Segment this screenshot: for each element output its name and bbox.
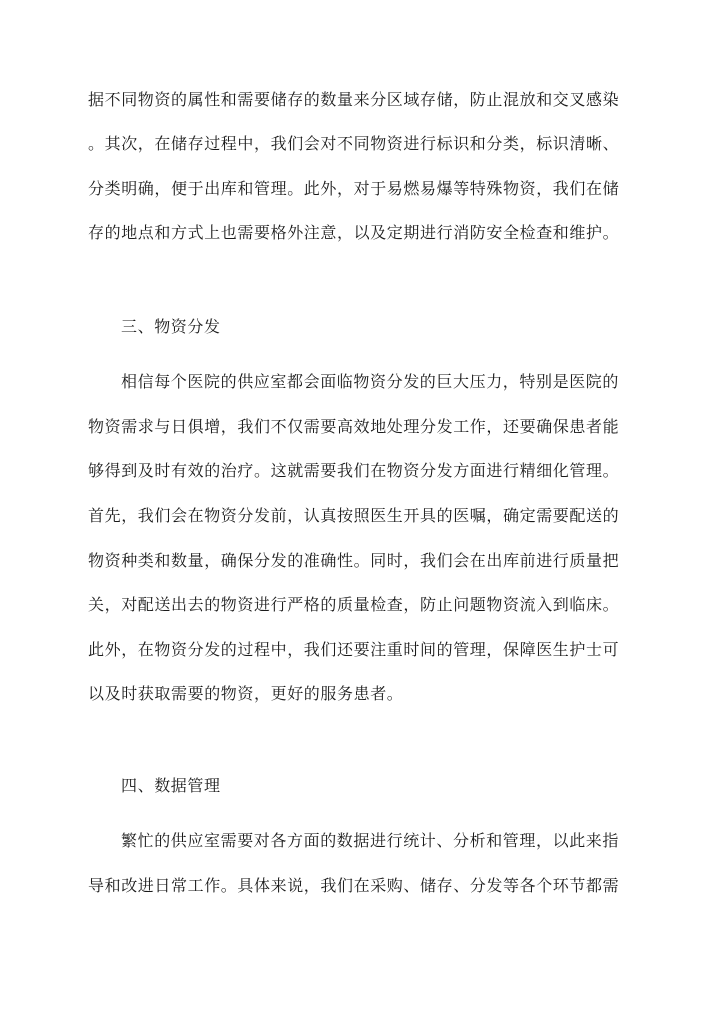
paragraph-line: 存的地点和方式上也需要格外注意，以及定期进行消防安全检查和维护。 — [88, 223, 620, 242]
paragraph-line: 以及时获取需要的物资，更好的服务患者。 — [88, 684, 404, 703]
paragraph-line: 物资种类和数量，确保分发的准确性。同时，我们会在出库前进行质量把 — [88, 551, 620, 570]
paragraph-line: 分类明确，便于出库和管理。此外，对于易燃易爆等特殊物资，我们在储 — [88, 179, 620, 198]
paragraph-line: 相信每个医院的供应室都会面临物资分发的巨大压力，特别是医院的 — [121, 372, 620, 391]
paragraph-line: 够得到及时有效的治疗。这就需要我们在物资分发方面进行精细化管理。 — [88, 461, 620, 480]
paragraph-line: 物资需求与日俱增，我们不仅需要高效地处理分发工作，还要确保患者能 — [88, 417, 620, 436]
paragraph-line: 导和改进日常工作。具体来说，我们在采购、储存、分发等各个环节都需 — [88, 876, 620, 895]
paragraph-line: 。其次，在储存过程中，我们会对不同物资进行标识和分类，标识清晰、 — [88, 134, 620, 153]
paragraph-line: 首先，我们会在物资分发前，认真按照医生开具的医嘱，确定需要配送的 — [88, 506, 620, 525]
paragraph-line: 关，对配送出去的物资进行严格的质量检查，防止问题物资流入到临床。 — [88, 595, 620, 614]
paragraph-line: 据不同物资的属性和需要储存的数量来分区域存储，防止混放和交叉感染 — [88, 90, 620, 109]
paragraph-line: 此外，在物资分发的过程中，我们还要注重时间的管理，保障医生护士可 — [88, 640, 620, 659]
paragraph-line: 繁忙的供应室需要对各方面的数据进行统计、分析和管理，以此来指 — [121, 831, 620, 850]
section-heading-data-management: 四、数据管理 — [121, 776, 221, 795]
section-heading-distribution: 三、物资分发 — [121, 317, 221, 336]
